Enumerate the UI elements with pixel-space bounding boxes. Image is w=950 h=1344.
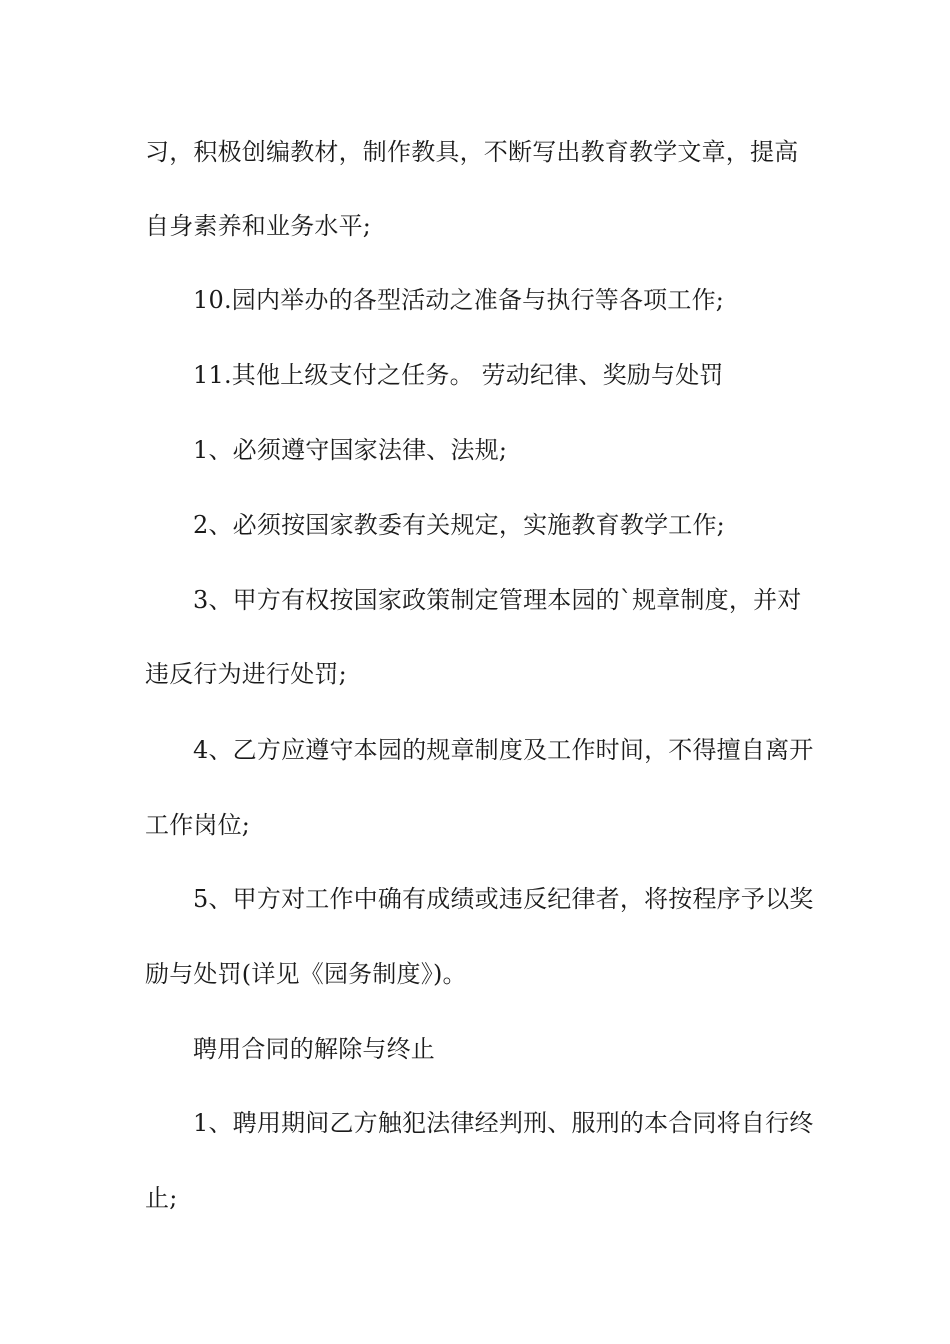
paragraph-line: 5、甲方对工作中确有成绩或违反纪律者，将按程序予以奖 <box>193 885 814 913</box>
paragraph-line: 10.园内举办的各型活动之准备与执行等各项工作; <box>193 286 725 314</box>
paragraph-line: 习，积极创编教材，制作教具，不断写出教育教学文章，提高 <box>145 138 799 166</box>
paragraph-line: 自身素养和业务水平; <box>145 212 372 240</box>
paragraph-line: 4、乙方应遵守本园的规章制度及工作时间，不得擅自离开 <box>193 736 814 764</box>
paragraph-line: 3、甲方有权按国家政策制定管理本园的`规章制度，并对 <box>193 586 802 614</box>
paragraph-line: 工作岗位; <box>145 811 251 839</box>
paragraph-line: 1、聘用期间乙方触犯法律经判刑、服刑的本合同将自行终 <box>193 1109 814 1137</box>
paragraph-line: 1、必须遵守国家法律、法规; <box>193 436 508 464</box>
paragraph-line: 止; <box>145 1184 178 1212</box>
paragraph-line: 励与处罚(详见《园务制度》)。 <box>145 960 467 988</box>
paragraph-line: 2、必须按国家教委有关规定，实施教育教学工作; <box>193 511 725 539</box>
paragraph-line: 违反行为进行处罚; <box>145 660 347 688</box>
section-heading: 聘用合同的解除与终止 <box>193 1035 435 1063</box>
paragraph-line: 11.其他上级支付之任务。 劳动纪律、奖励与处罚 <box>193 361 724 389</box>
